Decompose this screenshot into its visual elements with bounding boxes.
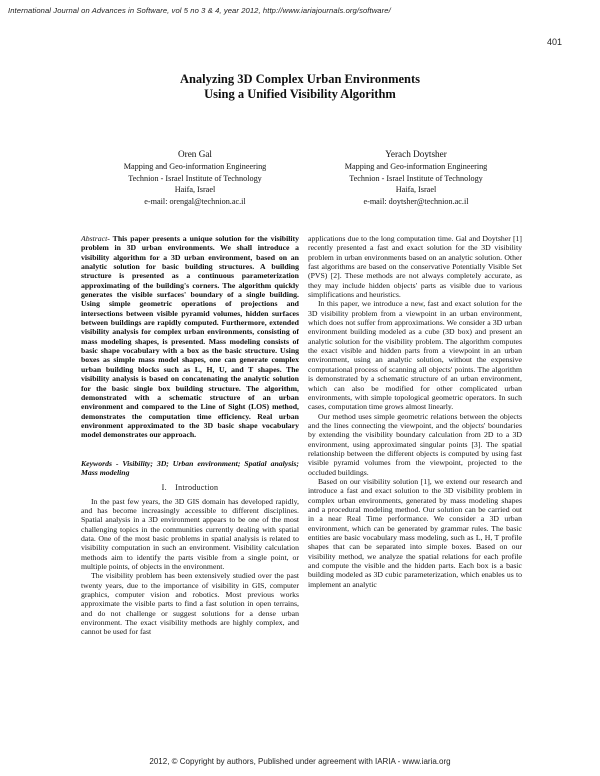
page-number: 401 [547, 37, 563, 47]
keywords: Keywords - Visibility; 3D; Urban environment; Spatial analysis; Mass modeling [81, 458, 299, 477]
author-city: Haifa, Israel [395, 185, 437, 195]
abstract-text: - This paper presents a unique solution for the visibility problem in 3D urban environments. We shall introduce a visibility algorithm for a 3D urban environment, based on an analytic solution for basic building structures. A building structure is presented as a continuous parameterization approximating of the building's corners. The algorithm quickly generates the visible surfaces' boundary of a single building. Using simple geometric operations of projections and intersections between visible pyramid volumes, hidden surfaces between buildings are rapidly computed. Furthermore, extended visibility analysis for complex urban environments, consisting of mass modeling shapes, is presented. Mass modeling consists of basic shape vocabulary with a box as the basic structure. Using boxes as simple mass model shapes, one can generate complex urban building blocks such as L, H, U, and T shapes. The visibility analysis is based on concatenating the analytic solution for the basic single box building structure. The algorithm, demonstrated with a schematic structure of an urban environment and compared to the Line of Sight (LOS) method, demonstrates the computation time efficiency. Real urban environment approximated to the 3D basic shape vocabulary model demonstrates our approach. [81, 234, 299, 440]
author-name: Oren Gal [178, 149, 212, 159]
body-paragraph: Our method uses simple geometric relations between the objects and the lines connecting the viewpoint, and the objects' boundaries by extending the visibility boundary calculation from 2D to a 3D environment, using approximated singular points [3]. The spatial relationship between the different objects is computed by using fast visible pyramid volumes from the viewpoint, projected to the occluded buildings. [308, 411, 522, 477]
author-city: Haifa, Israel [174, 185, 216, 195]
author-institution: Technion - Israel Institute of Technology [349, 173, 483, 183]
body-paragraph: applications due to the long computation time. Gal and Doytsher [1] recently presented a fast and exact solution for the 3D visibility problem in urban environments based on an analytic solution. Other fast algorithms are based on the conservative Potentially Visible Set (PVS) [2]. These methods are not always completely accurate, as they may include hidden objects' parts as visible due to various simplifications and heuristics. [308, 234, 522, 300]
abstract-label: Abstract [81, 234, 108, 243]
section-heading: I. Introduction [161, 483, 219, 493]
abstract [81, 234, 299, 440]
author-block-2 [306, 149, 526, 207]
author-institution: Technion - Israel Institute of Technology [128, 173, 262, 183]
body-paragraph: The visibility problem has been extensively studied over the past twenty years, due to the importance of visibility in GIS, computer graphics, computer vision and robotics. Most previous works approximate the visible parts to find a fast solution in open terrains, and do not challenge or suggest solutions for a dense urban environment. The exact visibility methods are highly complex, and cannot be used for fast [81, 571, 299, 637]
journal-running-head: International Journal on Advances in Software, vol 5 no 3 & 4, year 2012, http://www.iariajournals.org/software/ [8, 6, 391, 15]
author-department: Mapping and Geo-information Engineering [123, 162, 267, 172]
paper-title [0, 72, 600, 102]
author-department: Mapping and Geo-information Engineering [344, 162, 488, 172]
author-name: Yerach Doytsher [385, 149, 447, 159]
title-line-2: Using a Unified Visibility Algorithm [204, 87, 396, 101]
author-email: e-mail: doytsher@technion.ac.il [363, 196, 469, 206]
author-email: e-mail: orengal@technion.ac.il [144, 196, 246, 206]
copyright-footer: 2012, © Copyright by authors, Published under agreement with IARIA - www.iaria.org [149, 757, 451, 766]
body-paragraph: In the past few years, the 3D GIS domain has developed rapidly, and has become increasingly accessible to different disciplines. Spatial analysis in a 3D environment appears to be one of the most challenging topics in the communities currently dealing with spatial data. One of the most basic problems in spatial analysis is related to visibility computation in such an environment. Visibility calculation methods aim to identify the parts visible from a single point, or multiple points, of objects in the environment. [81, 496, 299, 571]
title-line-1: Analyzing 3D Complex Urban Environments [179, 72, 421, 86]
body-paragraph: In this paper, we introduce a new, fast and exact solution for the 3D visibility problem from a viewpoint in an urban environment, which does not suffer from approximations. We consider a 3D urban environment building modeled as a cube (3D box) and present an analytic solution for the visibility problem. The algorithm computes the exact visible and hidden parts from a viewpoint in an urban environment, using an analytic solution, without the expensive computational process of scanning all objects' points. The algorithm is demonstrated by a schematic structure of an urban environment, which can also be modified for other complicated urban environments, with simple topological geometric operators. In such cases, computation time grows almost linearly. [308, 299, 522, 412]
author-block-1 [85, 149, 305, 207]
right-column [308, 234, 522, 589]
body-paragraph: Based on our visibility solution [1], we extend our research and introduce a fast and exact solution to the 3D visibility problem in complex urban environments, generated by mass modeling shapes and a procedural modeling method. Our solution can be carried out in a near Real Time performance. We consider a 3D urban environment, which can be generated by grammar rules. The basic entities are basic vocabulary mass modeling, such as L, H, T profile shapes that can be separated into simple boxes. Based on our visibility method, we analyze the spatial relations for each profile and compute the visible and the hidden parts. Each box is a basic building modeled as 3D cubic parameterization, which enables us to implement an analytic [308, 476, 522, 589]
left-column [81, 234, 299, 637]
